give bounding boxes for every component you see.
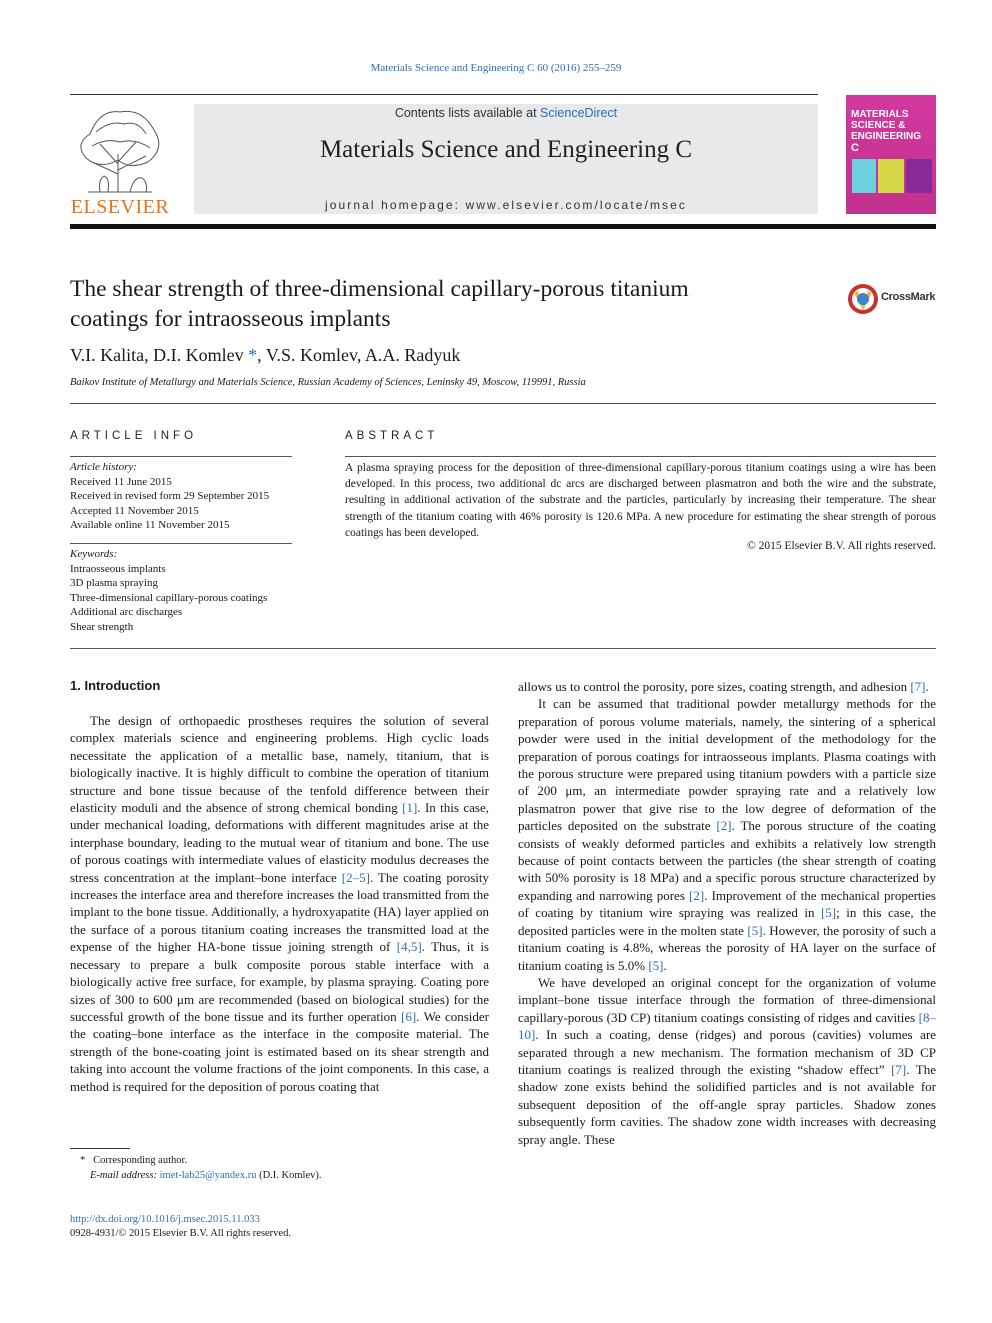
keyword: 3D plasma spraying — [70, 577, 158, 589]
abstract-copyright: © 2015 Elsevier B.V. All rights reserved. — [747, 540, 936, 552]
keywords — [70, 547, 300, 634]
text-run: ; in this case, the deposited particles were in the molten state — [518, 905, 936, 938]
keyword: Additional arc discharges — [70, 606, 183, 618]
article-history — [70, 460, 300, 533]
authors-after: , V.S. Komlev, A.A. Radyuk — [257, 345, 461, 365]
text-run: The design of orthopaedic prostheses requires the solution of several complex materials science and engineering problems. High cyclic loads necessitate the application of a metallic base, namely, titanium, that is biologically inactive. It is highly difficult to combine the operation of titanium structure and bone tissue because of the tenfold difference between their elasticity moduli and the absence of strong chemical bonding — [70, 713, 489, 816]
text-run: allows us to control the porosity, pore sizes, coating strength, and adhesion — [518, 679, 911, 694]
divider — [70, 648, 936, 649]
abstract-heading: ABSTRACT — [345, 430, 439, 442]
history-item: Accepted 11 November 2015 — [70, 504, 199, 517]
footnote-line — [70, 1153, 470, 1168]
section-heading: 1. Introduction — [70, 678, 161, 693]
email-link[interactable]: imet-lab25@yandex.ru — [159, 1170, 257, 1181]
text-run: . The coating porosity increases the interface area and therefore increases the load transmitted from the implant to the bone tissue. Additionally, a hydroxyapatite (HA) layer applied on the surface of a porous titanium coating increases the transmitted load at the expense of the higher HA-bone tissue joining strength of — [70, 869, 489, 955]
corresponding-author-footnote — [70, 1153, 470, 1183]
paragraph — [518, 974, 936, 1148]
history-item: Available online 11 November 2015 — [70, 519, 230, 531]
body-column-right — [518, 678, 936, 1148]
paragraph — [518, 695, 936, 974]
text-run: . In this case, under mechanical loading, deformations with different magnitudes arise at the interphase boundary, leading to the mutual wear of titanium and bone. The use of porous coatings with intermediate values of elasticity modulus decreases the stress concentration at the implant–bone interface — [70, 800, 489, 885]
header-rule — [70, 94, 818, 95]
text-run: . We consider the coating–bone interface as the interface in the composite material. The strength of the bone-coating joint is estimated based on its shear strength and taking into account the volume fractions of the joint components. In this case, a method is required for the deposition of porous coating that — [70, 1008, 489, 1094]
footnote-marker: * — [80, 1155, 86, 1166]
citation-link[interactable]: [4,5] — [396, 939, 422, 955]
elsevier-wordmark: ELSEVIER — [70, 196, 170, 218]
journal-homepage[interactable]: journal homepage: www.elsevier.com/locate/msec — [324, 198, 688, 212]
citation-link[interactable]: [5] — [820, 905, 837, 921]
body-column-left — [70, 712, 489, 1095]
contents-prefix: Contents lists available at — [394, 106, 541, 120]
journal-title: Materials Science and Engineering C — [319, 136, 693, 163]
email-label: E-mail address: — [90, 1170, 157, 1181]
corresponding-author-label: Corresponding author. — [93, 1155, 188, 1166]
journal-reference[interactable]: Materials Science and Engineering C 60 (2016) 255–259 — [370, 62, 622, 74]
text-run: . Improvement of the mechanical properties of coating by titanium wire spraying was realized in — [518, 887, 936, 921]
text-run: It can be assumed that traditional powder metallurgy methods for the preparation of porous volume materials, namely, the sintering of a spherical powder were used in the initial development of the methodology for the preparation of porous coatings for intraosseous implants. Plasma coatings with the porous structure were prepared using titanium powders with a particle size of 200 μm, an intermediate powder spraying rate and a relatively low plasmatron power that give rise to the low degree of deformation of the particles deposited on the substrate — [518, 696, 936, 834]
doi-link[interactable]: http://dx.doi.org/10.1016/j.msec.2015.11.033 — [70, 1214, 260, 1225]
keyword: Three-dimensional capillary-porous coatings — [70, 591, 268, 604]
citation-link[interactable]: [2] — [716, 818, 732, 834]
abstract-text: A plasma spraying process for the deposition of three-dimensional capillary-porous titanium coatings using a wire has been developed. In this process, two additional dc arcs are discharged between plasmatron and both the wire and the substrate, resulting in additional activation of the substrate and the particles, particularly by increasing their temperature. The shear strength of the titanium coating with 46% porosity is 120.6 MPa. A new procedure for estimating the shear strength of porous coatings has been developed. — [345, 462, 936, 539]
cover-title — [851, 109, 933, 154]
text-run: . — [663, 957, 667, 973]
citation-link[interactable]: [8–10] — [518, 1009, 936, 1043]
text-run: . However, the porosity of such a titanium coating is 4.8%, whereas the porosity of HA layer on the surface of titanium coating is 5.0% — [518, 922, 937, 973]
cover-title-line: MATERIALS — [851, 109, 909, 120]
paragraph — [70, 712, 489, 1095]
citation-link[interactable]: [1] — [402, 800, 418, 816]
text-run: . The shadow zone exists behind the solidified particles and is not available for subsequent deposition of the off-angle spray particles. Shadow zones subsequently form cavities. The shadow zone width increases with decreasing spray angle. These — [518, 1061, 936, 1147]
journal-cover-thumbnail[interactable] — [846, 95, 936, 214]
keyword: Intraosseous implants — [70, 562, 166, 575]
cover-letter: C — [851, 142, 859, 154]
keyword: Shear strength — [70, 620, 134, 633]
history-item: Received in revised form 29 September 2015 — [70, 490, 270, 502]
title-line: coatings for intraosseous implants — [70, 306, 391, 332]
author-list — [70, 345, 460, 366]
article-info-heading: ARTICLE INFO — [70, 430, 198, 442]
affiliation: Baikov Institute of Metallurgy and Materials Science, Russian Academy of Sciences, Leninsky 49, Moscow, 119991, Russia — [70, 377, 586, 388]
text-run: We have developed an original concept for the organization of volume implant–bone tissue interface through the formation of three-dimensional capillary-porous (3D CP) titanium coatings consisting of ridges and cavities — [518, 974, 936, 1025]
paragraph — [518, 678, 936, 695]
divider — [70, 403, 936, 404]
history-label: Article history: — [70, 461, 137, 473]
citation-link[interactable]: [6] — [401, 1008, 417, 1024]
citation-link[interactable]: [7] — [891, 1061, 907, 1077]
citation-link[interactable]: [7] — [910, 679, 926, 694]
divider — [70, 456, 292, 457]
cover-title-line: ENGINEERING — [851, 131, 922, 142]
footnote-rule — [70, 1148, 130, 1149]
issn-line: 0928-4931/© 2015 Elsevier B.V. All rights reserved. — [70, 1228, 291, 1239]
corresponding-author-marker[interactable]: * — [248, 345, 258, 365]
citation-link[interactable]: [2–5] — [341, 869, 370, 885]
cover-title-line: SCIENCE & — [851, 120, 906, 131]
citation-link[interactable]: [2] — [689, 887, 705, 903]
email-suffix: (D.I. Komlev). — [256, 1170, 322, 1181]
title-line: The shear strength of three-dimensional capillary-porous titanium — [70, 276, 689, 302]
history-item: Received 11 June 2015 — [70, 475, 172, 488]
text-run: . In such a coating, dense (ridges) and porous (cavities) volumes are separated through a new mechanism. The formation mechanism of 3D CP titanium coatings is realized through the existing “shadow effect” — [518, 1027, 936, 1077]
divider — [70, 543, 292, 544]
crossmark-label[interactable]: CrossMark — [881, 291, 936, 303]
article-title — [70, 274, 770, 334]
contents-available-line — [194, 106, 818, 120]
text-run: . The porous structure of the coating consists of weakly deformed particles and exhibits a relatively low strength because of point contacts between the particles (the shear strength of coating with 50% porosity is 18 MPa) and a specific porous structure characterized by expanding and narrowing pores — [518, 818, 936, 903]
header-thick-rule — [70, 224, 936, 229]
citation-link[interactable]: [5] — [648, 957, 664, 973]
text-run: . Thus, it is necessary to prepare a bulk composite porous stable interface with a biologically active free surface, for example, by plasma spraying. Coating pore sizes of 300 to 600 μm are recommended (based on biological studies) for the successful growth of the bone tissue and its further operation — [70, 939, 489, 1024]
sciencedirect-link[interactable]: ScienceDirect — [540, 106, 618, 120]
authors-before: V.I. Kalita, D.I. Komlev — [70, 345, 249, 365]
cover-image-icon — [852, 159, 932, 193]
divider — [345, 456, 936, 457]
footnote-line — [70, 1168, 470, 1183]
keywords-label: Keywords: — [70, 548, 118, 560]
citation-link[interactable]: [5] — [747, 922, 763, 938]
text-run: . — [925, 679, 929, 694]
